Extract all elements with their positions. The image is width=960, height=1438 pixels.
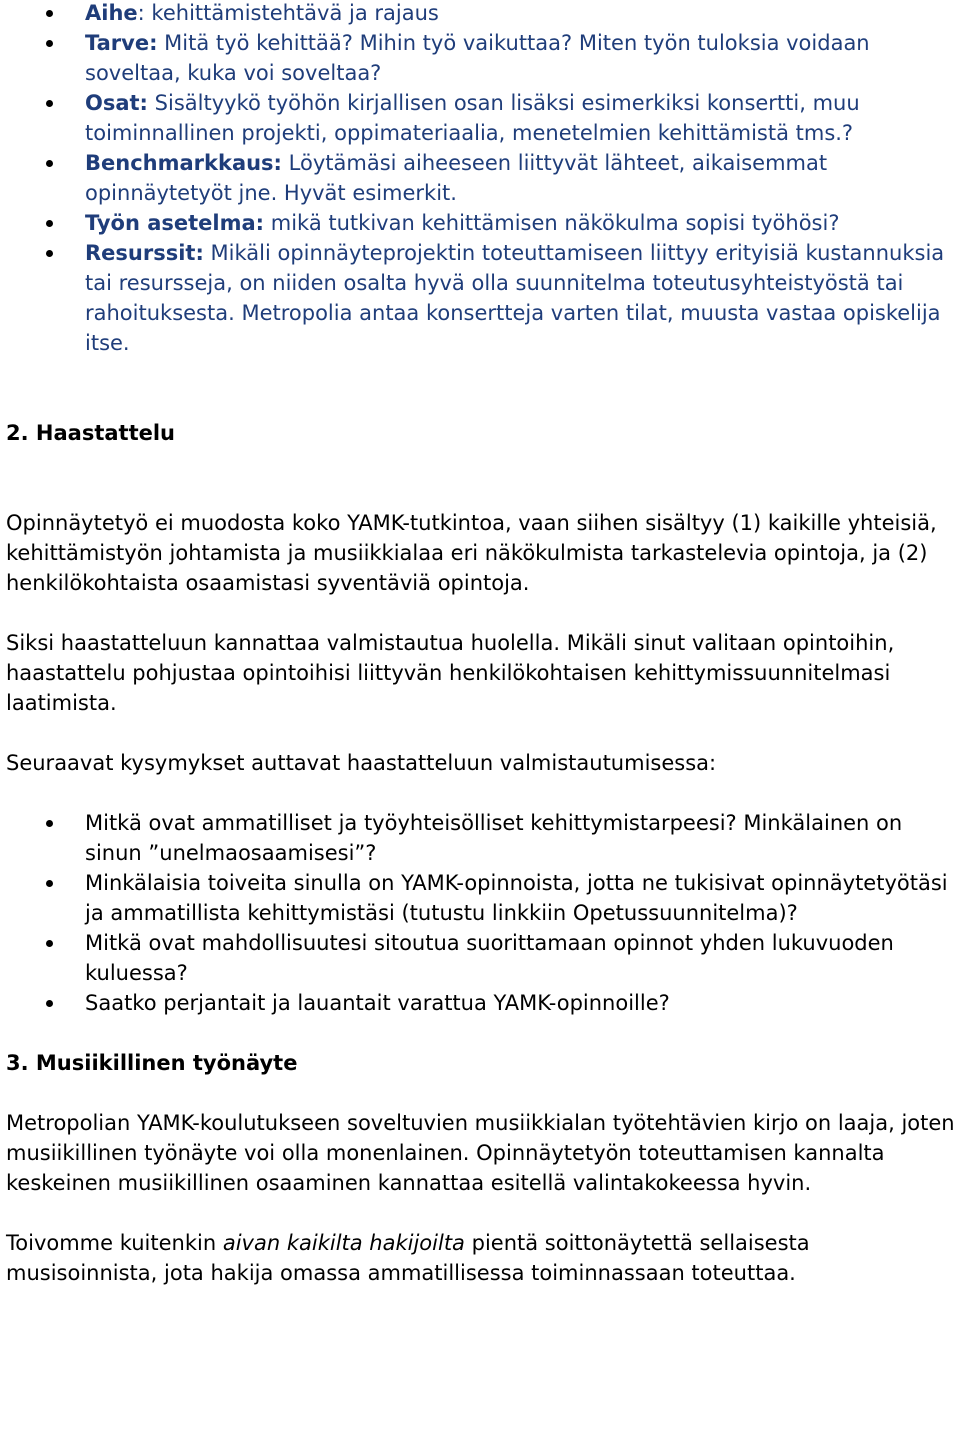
list-item-asetelma xyxy=(6,208,956,238)
list-item-osat xyxy=(6,88,956,148)
list-item-question: Minkälaisia toiveita sinulla on YAMK-opinnoista, jotta ne tukisivat opinnäytetyötäsi ja ammatillista kehittymistäsi (tutustu linkkiin Opetussuunnitelma)? xyxy=(6,868,956,928)
item-label: Resurssit: xyxy=(85,241,204,265)
item-label: Työn asetelma: xyxy=(85,211,265,235)
paragraph-intro: Opinnäytetyö ei muodosta koko YAMK-tutkintoa, vaan siihen sisältyy (1) kaikille yhteisiä, kehittämistyön johtamista ja musiikkialaa eri näkökulmista tarkastelevia opintoja, ja (2) henkilökohtaista osaamistasi syventäviä opintoja. xyxy=(6,511,937,595)
list-item-aihe: Aihe: kehittämistehtävä ja rajaus xyxy=(6,0,956,28)
paragraph-performance-sample: Toivomme kuitenkin aivan kaikilta hakijoilta pientä soittonäytettä sellaisesta musisoinnista, jota hakija omassa ammatillisessa toiminnassaan toteuttaa. xyxy=(6,1231,810,1285)
list-item-question: Mitkä ovat mahdollisuutesi sitoutua suorittamaan opinnot yhden lukuvuoden kuluessa? xyxy=(6,928,956,988)
section-heading-haastattelu: 2. Haastattelu xyxy=(6,421,175,445)
item-label: Tarve: xyxy=(85,31,158,55)
section-heading-tyonayte: 3. Musiikillinen työnäyte xyxy=(6,1051,298,1075)
item-text: Mitä työ kehittää? Mihin työ vaikuttaa? Miten työn tuloksia voidaan soveltaa, kuka voi soveltaa? xyxy=(85,31,870,85)
item-text: Löytämäsi aiheeseen liittyvät lähteet, aikaisemmat opinnäytetyöt jne. Hyvät esimerkit. xyxy=(85,151,828,205)
item-text: mikä tutkivan kehittämisen näkökulma sopisi työhösi? xyxy=(270,211,840,235)
item-text: Mikäli opinnäyteprojektin toteuttamiseen liittyy erityisiä kustannuksia tai resursseja, on niiden osalta hyvä olla suunnitelma toteutusyhteistyöstä tai rahoituksesta. Metropolia antaa konsertteja varten tilat, muusta vastaa opiskelija itse. xyxy=(85,241,945,355)
item-label: Aihe xyxy=(85,1,138,25)
paragraph-work-sample: Metropolian YAMK-koulutukseen soveltuvien musiikkialan työtehtävien kirjo on laaja, joten musiikillinen työnäyte voi olla monenlainen. Opinnäytetyön toteuttamisen kannalta keskeinen musiikillinen osaaminen kannattaa esitellä valintakokeessa hyvin. xyxy=(6,1111,955,1195)
item-label: Osat: xyxy=(85,91,148,115)
list-item-benchmarkkaus xyxy=(6,148,956,208)
list-item-tarve xyxy=(6,28,956,88)
item-label: Benchmarkkaus: xyxy=(85,151,282,175)
document-page xyxy=(6,0,956,1288)
list-item-question: Saatko perjantait ja lauantait varattua YAMK-opinnoille? xyxy=(6,988,956,1018)
paragraph-questions-intro: Seuraavat kysymykset auttavat haastatteluun valmistautumisessa: xyxy=(6,751,717,775)
list-item-question: Mitkä ovat ammatilliset ja työyhteisölliset kehittymistarpeesi? Minkälainen on sinun ”unelmaosaamisesi”? xyxy=(6,808,956,868)
interview-questions-list xyxy=(6,808,956,1018)
item-text: kehittämistehtävä ja rajaus xyxy=(151,1,439,25)
item-text: Sisältyykö työhön kirjallisen osan lisäksi esimerkiksi konsertti, muu toiminnallinen projekti, oppimateriaalia, menetelmien kehittämistä tms.? xyxy=(85,91,860,145)
requirements-list xyxy=(6,0,956,358)
paragraph-preparation: Siksi haastatteluun kannattaa valmistautua huolella. Mikäli sinut valitaan opintoihin, haastattelu pohjustaa opintoihisi liittyvän henkilökohtaisen kehittymissuunnitelmasi laatimista. xyxy=(6,631,895,715)
list-item-resurssit xyxy=(6,238,956,358)
